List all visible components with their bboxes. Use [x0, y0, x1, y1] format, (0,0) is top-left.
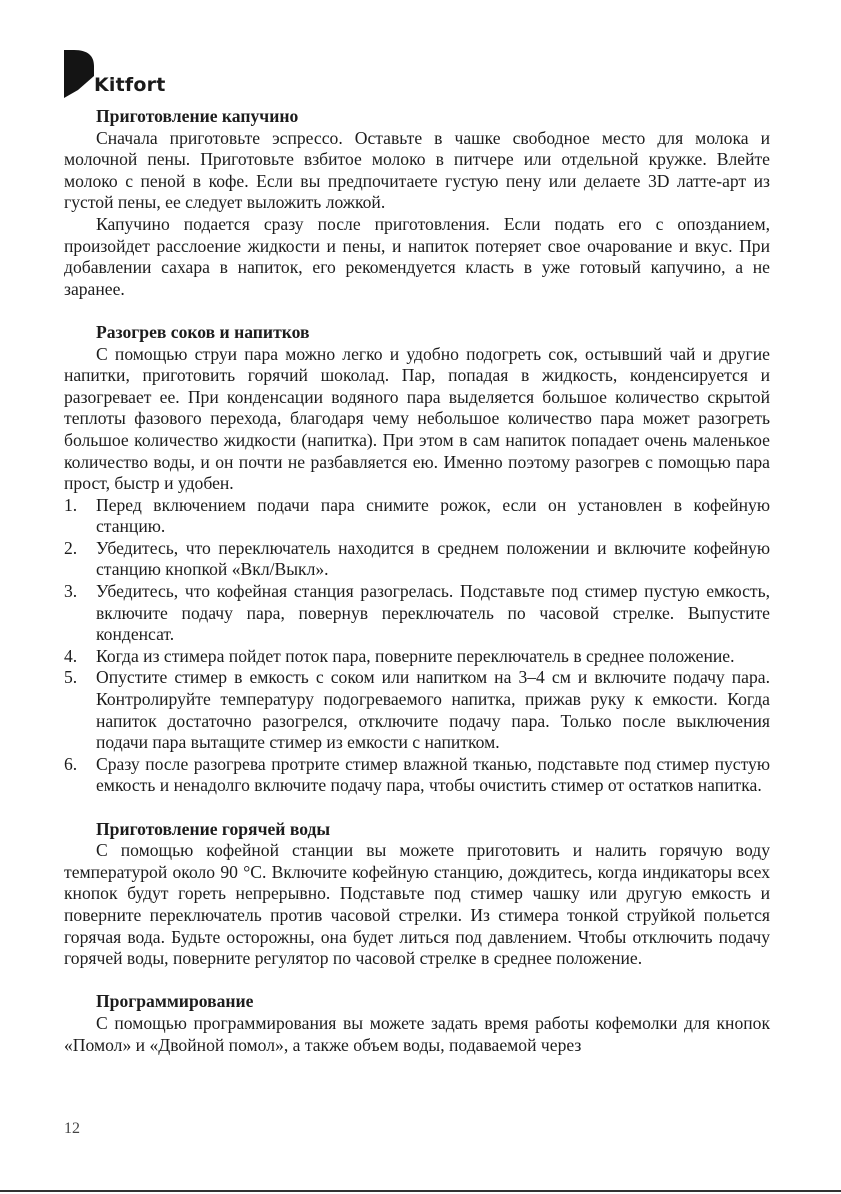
steps-list — [64, 495, 770, 797]
list-item-number: 4. — [64, 645, 78, 666]
list-item-text: Перед включением подачи пара снимите рожок, если он установлен в кофейную станцию. — [96, 494, 770, 537]
list-item — [64, 538, 770, 581]
list-item-text: Убедитесь, что переключатель находится в среднем положении и включите кофейную станцию кнопкой «Вкл/Выкл». — [96, 537, 770, 580]
kitfort-logo-icon — [64, 50, 98, 98]
list-item-number: 1. — [64, 494, 78, 515]
list-item-number: 6. — [64, 753, 78, 774]
page-number: 12 — [64, 1120, 80, 1137]
list-item-text: Когда из стимера пойдет поток пара, поверните переключатель в среднее положение. — [96, 645, 735, 666]
list-item — [64, 667, 770, 753]
list-item — [64, 581, 770, 646]
section-heading: Приготовление горячей воды — [96, 818, 331, 839]
paragraph: С помощью кофейной станции вы можете приготовить и налить горячую воду температурой около 90 °C. Включите кофейную станцию, дождитесь, когда индикаторы всех кнопок будут гореть непрерывно. Подставьте под стимер чашку или другую емкость и поверните переключатель против часовой стрелки. Из стимера тонкой струйкой польется горячая вода. Будьте осторожны, она будет литься под давлением. Чтобы отключить подачу горячей воды, поверните регулятор по часовой стрелке в среднее положение. — [64, 840, 770, 969]
page-content — [64, 106, 770, 1056]
list-item-number: 3. — [64, 581, 78, 602]
list-item-number: 5. — [64, 667, 78, 688]
paragraph: Сначала приготовьте эспрессо. Оставьте в чашке свободное место для молока и молочной пены. Приготовьте взбитое молоко в питчере или отдельной кружке. Влейте молоко с пеной в кофе. Если вы предпочитаете густую пену или делаете 3D латте-арт из густой пены, ее следует выложить ложкой. — [64, 127, 770, 213]
brand-logo — [64, 50, 174, 102]
brand-name: Kitfort — [94, 74, 166, 96]
list-item-text: Убедитесь, что кофейная станция разогрелась. Подставьте под стимер пустую емкость, включите подачу пара, повернув переключатель по часовой стрелке. Выпустите конденсат. — [96, 581, 770, 645]
list-item-text: Опустите стимер в емкость с соком или напитком на 3–4 см и включите подачу пара. Контролируйте температуру подогреваемого напитка, прижав руку к емкости. Когда напиток достаточно разогрелся, отключите подачу пара. Только после выключения подачи пара вытащите стимер из емкости с напитком. — [96, 667, 770, 753]
list-item-text: Сразу после разогрева протрите стимер влажной тканью, подставьте под стимер пустую емкость и ненадолго включите подачу пара, чтобы очистить стимер от остатков напитка. — [96, 753, 770, 796]
section-heading: Приготовление капучино — [96, 106, 299, 126]
list-item-number: 2. — [64, 537, 78, 558]
paragraph: Капучино подается сразу после приготовления. Если подать его с опозданием, произойдет расслоение жидкости и пены, и напиток потеряет свое очарование и вкус. При добавлении сахара в напиток, его рекомендуется класть в уже готовый капучино, а не заранее. — [64, 213, 770, 299]
section-heading: Программирование — [96, 991, 254, 1012]
list-item — [64, 754, 770, 797]
paragraph: С помощью струи пара можно легко и удобно подогреть сок, остывший чай и другие напитки, приготовить горячий шоколад. Пар, попадая в жидкость, конденсируется и разогревает ее. При конденсации водяного пара выделяется большое количество скрытой теплоты фазового перехода, благодаря чему небольшое количество пара может разогреть большое количество жидкости (напитка). При этом в сам напиток попадает очень маленькое количество воды, и он почти не разбавляется ею. Именно поэтому разогрев с помощью пара прост, быстр и удобен. — [64, 343, 770, 494]
list-item — [64, 646, 770, 668]
list-item — [64, 495, 770, 538]
section-heading: Разогрев соков и напитков — [96, 321, 310, 342]
footer-divider — [0, 1190, 841, 1192]
paragraph: С помощью программирования вы можете задать время работы кофемолки для кнопок «Помол» и «Двойной помол», а также объем воды, подаваемой через — [64, 1012, 770, 1055]
